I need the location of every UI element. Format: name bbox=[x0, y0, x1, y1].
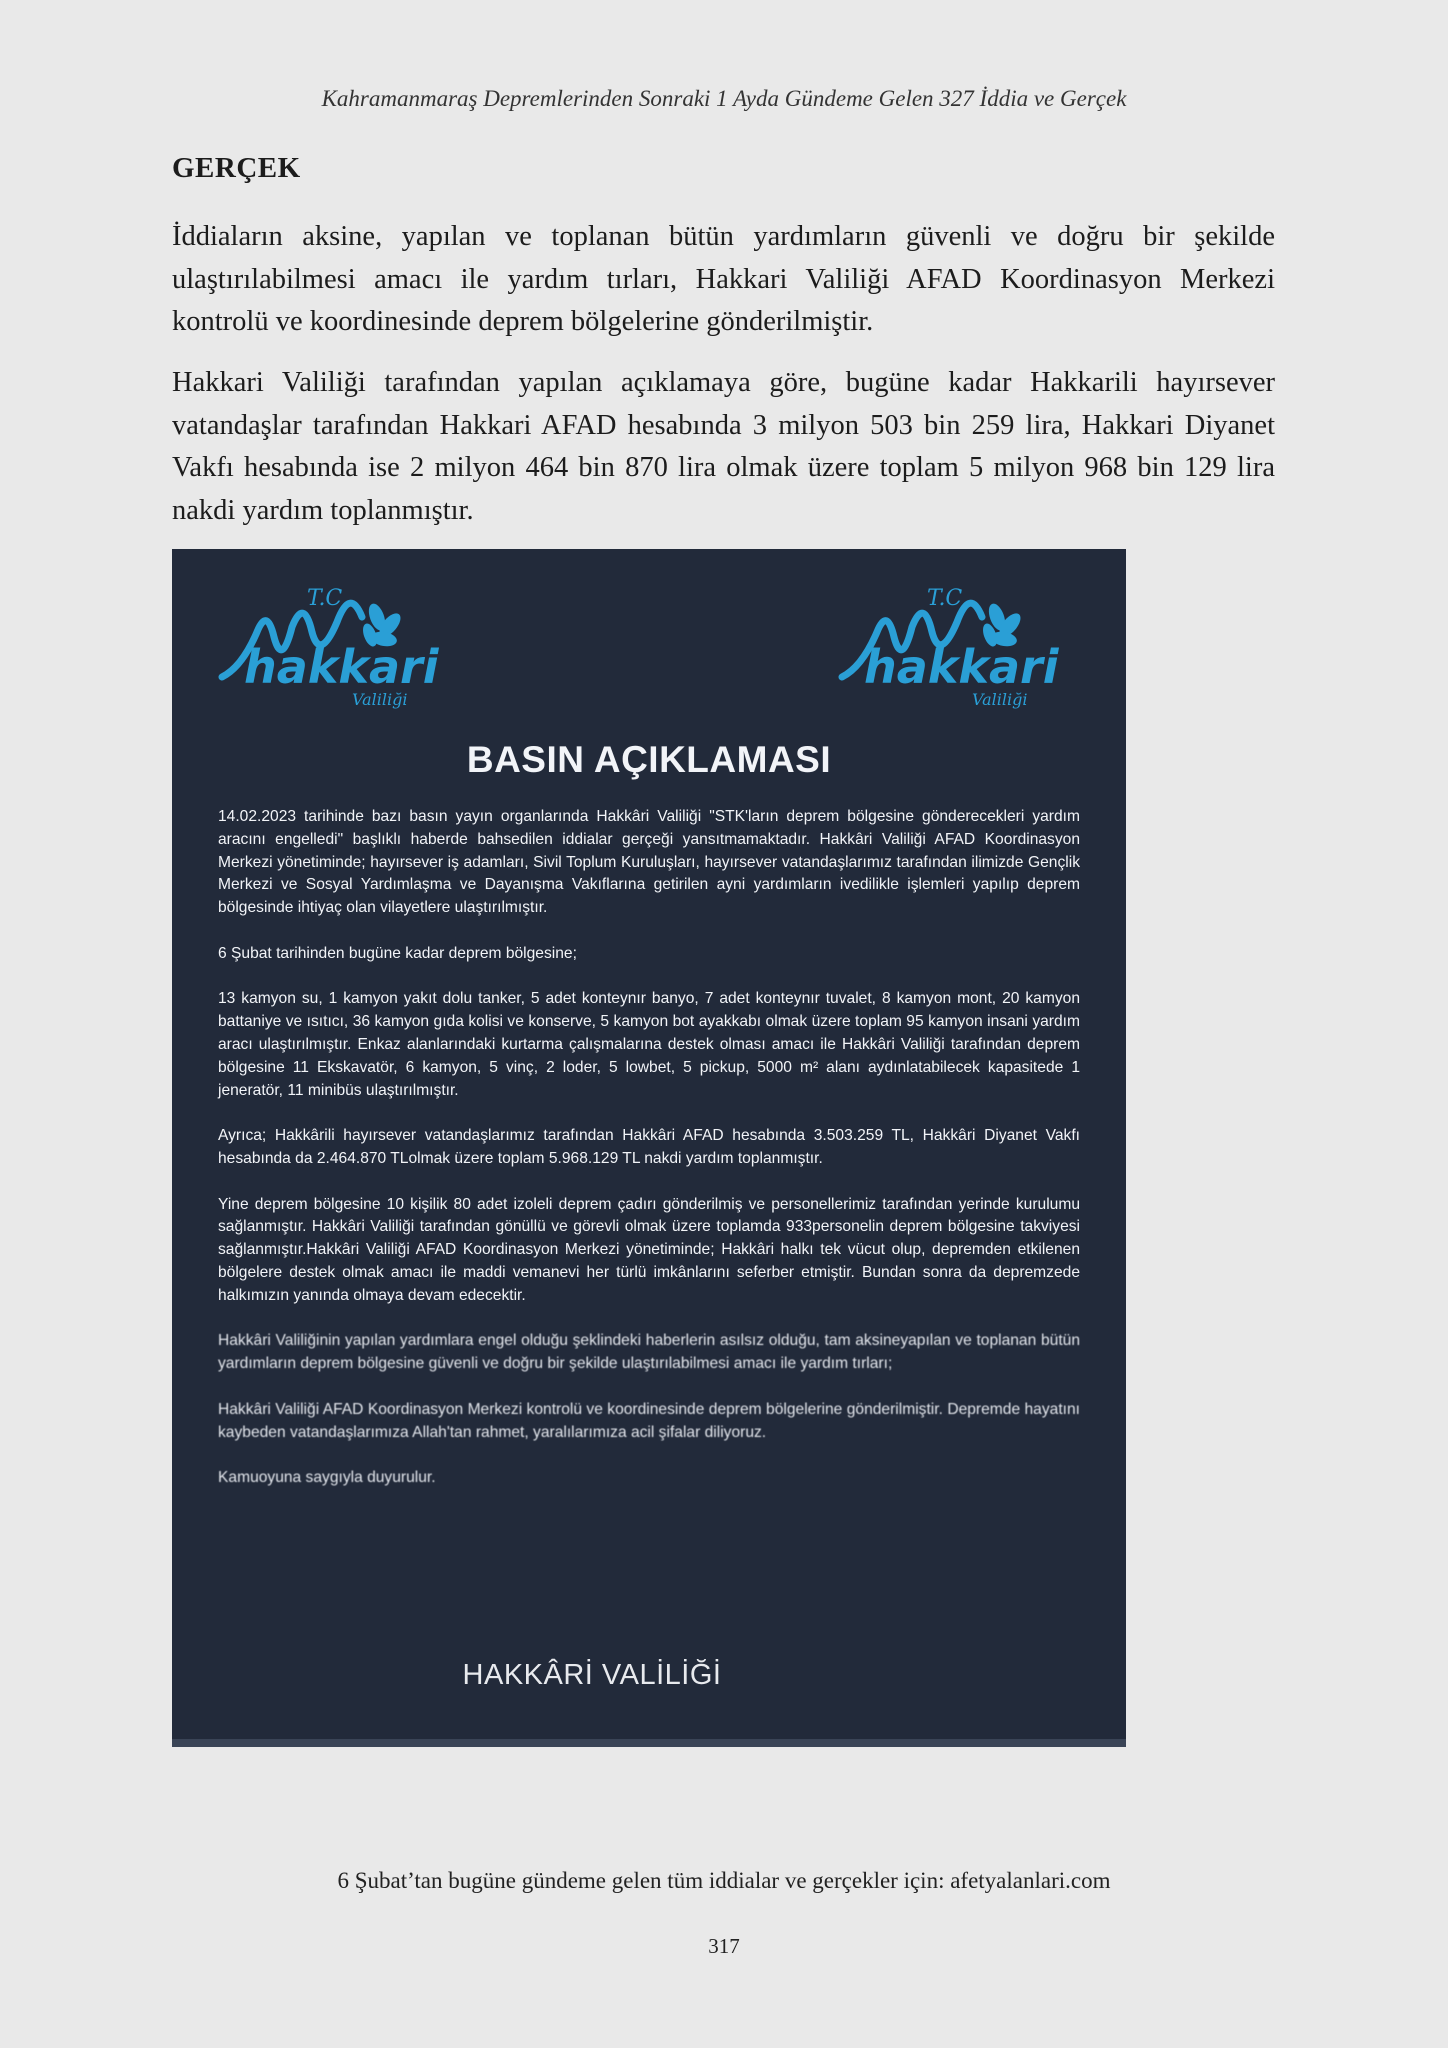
press-paragraph: Yine deprem bölgesine 10 kişilik 80 adet izoleli deprem çadırı gönderilmiş ve personellerimiz tarafından yerinde kurulumu sağlanmıştır. Hakkâri Valiliği tarafından gönüllü ve görevli olmak üzere toplamda 933personelin deprem bölgesine takviyesi sağlanmıştır.Hakkâri Valiliği AFAD Koordinasyon Merkezi yönetiminde; Hakkâri halkı tek vücut olup, depremden etkilenen bölgelere destek olmak amacı ile maddi vemanevi her türlü imkânlarını seferber etmiştir. Bundan sonra da depremzede halkımızın yanında olmaya devam edecektir. bbox=[218, 1195, 1080, 1304]
logo-name-text: hakkari bbox=[244, 640, 439, 694]
press-paragraph: 14.02.2023 tarihinde bazı basın yayın organlarında Hakkâri Valiliği "STK'ların deprem bölgesine gönderecekleri yardım aracını engelledi" başlıklı haberde bahsedilen iddialar gerçeği yansıtmamaktadır. Hakkâri Valiliği AFAD Koordinasyon Merkezi yönetiminde; hayırsever iş adamları, Sivil Toplum Kuruluşları, hayırsever vatandaşlarımız tarafından ilimizde Gençlik Merkezi ve Sosyal Yardımlaşma ve Dayanışma Vakıflarına getirilen ayni yardımların ivedilikle işlemleri yapılıp deprem bölgesinde ihtiyaç olan vilayetlere ulaştırılmıştır. bbox=[218, 808, 1080, 917]
hakkari-valiligi-logo-left bbox=[212, 577, 452, 717]
footer-note: 6 Şubat’tan bugüne gündeme gelen tüm iddialar ve gerçekler için: afetyalanlari.com bbox=[337, 1868, 1111, 1893]
paragraph-2: Hakkari Valiliği tarafından yapılan açıklamaya göre, bugüne kadar Hakkarili hayırsever vatandaşlar tarafından Hakkari AFAD hesabında 3 milyon 503 bin 259 lira, Hakkari Diyanet Vakfı hesabında ise 2 milyon 464 bin 870 lira olmak üzere toplam 5 milyon 968 bin 129 lira nakdi yardım toplanmıştır. bbox=[172, 367, 1275, 526]
press-paragraph: 6 Şubat tarihinden bugüne kadar deprem bölgesine; bbox=[218, 944, 577, 962]
press-release-title: BASIN AÇIKLAMASI bbox=[466, 739, 832, 780]
logo-tc-text: T.C. bbox=[307, 586, 349, 611]
logo-sub-text: Valiliği bbox=[352, 690, 408, 709]
logo-sub-text: Valiliği bbox=[972, 690, 1028, 709]
section-heading: GERÇEK bbox=[172, 152, 301, 184]
press-release-body bbox=[218, 806, 1080, 1490]
image-bottom-edge bbox=[172, 1739, 1126, 1747]
logo-name-text: hakkari bbox=[864, 640, 1059, 694]
press-release-image bbox=[172, 549, 1126, 1747]
logo-tc-text: T.C. bbox=[927, 586, 969, 611]
page-number: 317 bbox=[708, 1934, 740, 1958]
press-paragraph: Ayrıca; Hakkârili hayırsever vatandaşlarımız tarafından Hakkâri AFAD hesabında 3.503.259 TL, Hakkâri Diyanet Vakfı hesabında da 2.464.870 TLolmak üzere toplam 5.968.129 TL nakdi yardım toplanmıştır. bbox=[218, 1127, 1080, 1167]
press-release-signature: HAKKÂRİ VALİLİĞİ bbox=[462, 1659, 722, 1691]
press-paragraph: 13 kamyon su, 1 kamyon yakıt dolu tanker, 5 adet konteynır banyo, 7 adet konteynır tuvalet, 8 kamyon mont, 20 kamyon battaniye ve ısıtıcı, 36 kamyon gıda kolisi ve konserve, 5 kamyon bot ayakkabı olmak üzere toplam 95 kamyon insani yardım aracı ulaştırılmıştır. Enkaz alanlarındaki kurtarma çalışmalarına destek olması amacı ile Hakkâri Valiliği tarafından deprem bölgesine 11 Ekskavatör, 6 kamyon, 5 vinç, 2 loder, 5 lowbet, 5 pickup, 5000 m² alanı aydınlatabilecek kapasitede 1 jeneratör, 11 minibüs ulaştırılmıştır. bbox=[218, 990, 1080, 1099]
press-paragraph: Kamuoyuna saygıyla duyurulur. bbox=[218, 1469, 436, 1487]
press-paragraph: Hakkâri Valiliğinin yapılan yardımlara engel olduğu şeklindeki haberlerin asılsız olduğu, tam aksineyapılan ve toplanan bütün yardımların deprem bölgesine güvenli ve doğru bir şekilde ulaştırılabilmesi amacı ile yardım tırları; bbox=[218, 1332, 1080, 1373]
hakkari-valiligi-logo-right bbox=[832, 577, 1072, 717]
press-paragraph: Hakkâri Valiliği AFAD Koordinasyon Merkezi kontrolü ve koordinesinde deprem bölgelerine gönderilmiştir. Depremde hayatını kaybeden vatandaşlarımıza Allah'tan rahmet, yaralılarımıza acil şifalar diliyoruz. bbox=[218, 1400, 1080, 1441]
paragraph-1: İddiaların aksine, yapılan ve toplanan bütün yardımların güvenli ve doğru bir şekilde ulaştırılabilmesi amacı ile yardım tırları, Hakkari Valiliği AFAD Koordinasyon Merkezi kontrolü ve koordinesinde deprem bölgelerine gönderilmiştir. bbox=[172, 221, 1275, 337]
running-header: Kahramanmaraş Depremlerinden Sonraki 1 Ayda Gündeme Gelen 327 İddia ve Gerçek bbox=[321, 86, 1127, 111]
